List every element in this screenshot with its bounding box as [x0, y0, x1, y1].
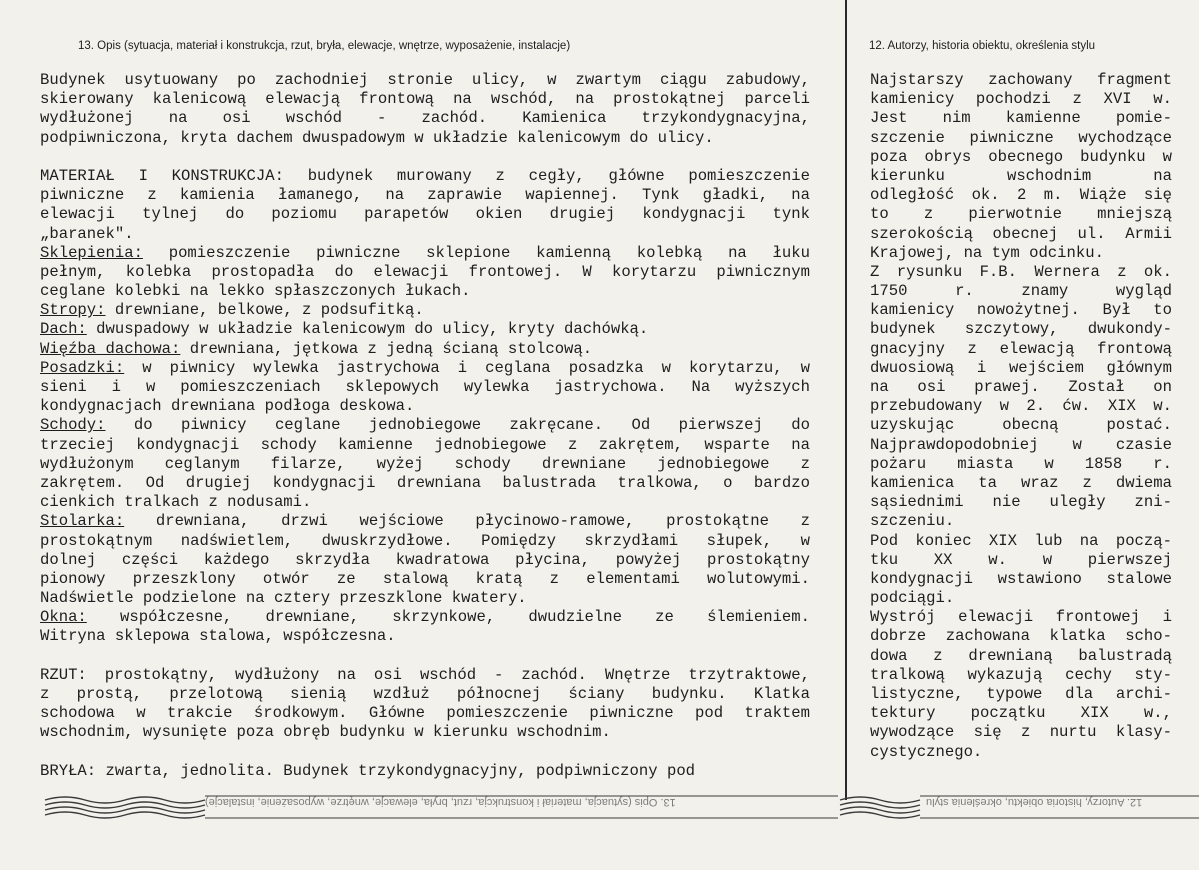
- text-line: kamienicy pochodzi z XVI w.: [870, 90, 1172, 109]
- text-line: Krajowej, na tym odcinku.: [870, 243, 1104, 262]
- text-line: listyczne, typowe dla archi-: [870, 685, 1172, 703]
- text-line: Schody: do piwnicy ceglane jednobiegowe zakręcane. Od pierwszej do: [40, 416, 810, 435]
- posadzki-label: Posadzki:: [40, 358, 125, 377]
- text-line: trzeciej kondygnacji schody kamienne jednobiegowe z zakrętem, wsparte na: [40, 435, 810, 454]
- bleed-through-header-13: 13. Opis (sytuacja, materiał i konstrukcja, rzut, bryła, elewacje, wnętrze, wyposażenie, instalacje): [205, 796, 676, 808]
- text-line: na osi prawej. Został on: [870, 378, 1172, 396]
- text-line: kierunku wschodnim na: [870, 166, 1172, 185]
- text-line: elewacji tylnej do poziomu parapetów okien drugiej kondygnacji tynk: [40, 205, 810, 224]
- text-line: „baranek".: [40, 224, 134, 243]
- text-line: Posadzki: w piwnicy wylewka jastrychowa i ceglana posadzka w korytarzu, w: [40, 358, 810, 377]
- text-line: prostokątnym nadświetlem, dwuskrzydłowe. Pomiędzy skrzydłami słupek, w: [40, 531, 810, 550]
- text-line: sieni i w pomieszczeniach sklepowych wylewka jastrychowa. Na wyższych: [40, 378, 810, 396]
- text-line: kamienica ta wraz z dwiema: [870, 473, 1172, 492]
- text-line: szerokością obecnej ul. Armii: [870, 224, 1172, 243]
- description-column: [40, 71, 810, 781]
- text-line: Witryna sklepowa stalowa, współczesna.: [40, 627, 396, 646]
- text-line: cystycznego.: [870, 742, 983, 761]
- text-line: BRYŁA: zwarta, jednolita. Budynek trzykondygnacyjny, podpiwniczony pod: [40, 761, 696, 780]
- okna-label: Okna:: [40, 608, 87, 627]
- text-line: cienkich tralkach z nodusami.: [40, 493, 312, 512]
- stropy-label: Stropy:: [40, 301, 106, 320]
- text-line: Więźba dachowa: drewniana, jętkowa z jedną ścianą stolcową.: [40, 339, 593, 358]
- text-line: dobrze zachowana klatka scho-: [870, 627, 1172, 646]
- stolarka-label: Stolarka:: [40, 512, 125, 531]
- text-line: zakrętem. Od drugiej kondygnacji drewniana balustrada tralkowa, o bardzo: [40, 473, 810, 492]
- dach-label: Dach:: [40, 320, 87, 339]
- text-line: budynek szczytowy, dwukondy-: [870, 320, 1172, 339]
- text-line: Stropy: drewniane, belkowe, z podsufitką.: [40, 301, 424, 320]
- text-line: schodowa w trakcie środkowym. Główne pomieszczenie piwniczne pod traktem: [40, 704, 810, 723]
- text-line: szczenie piwniczne wychodzące: [870, 128, 1172, 147]
- text-line: skierowany kalenicową elewacją frontową na wschód, na prostokątnej parceli: [40, 90, 810, 109]
- text-line: tralkową wykazują cechy sty-: [870, 665, 1172, 684]
- text-line: Najprawdopodobniej w czasie: [870, 435, 1172, 454]
- text-line: MATERIAŁ I KONSTRUKCJA: budynek murowany z cegły, główne pomieszczenie: [40, 166, 810, 185]
- text-line: uzyskując obecną postać.: [870, 416, 1172, 435]
- history-column: [870, 71, 1172, 762]
- text-line: pożaru miasta w 1858 r.: [870, 454, 1172, 473]
- column-divider: [845, 0, 847, 800]
- text-line: podpiwniczona, kryta dachem dwuspadowym w układzie kalenicowym do ulicy.: [40, 128, 714, 147]
- text-line: sąsiednimi nie uległy zni-: [870, 493, 1172, 512]
- text-line: wydłużonej na osi wschód - zachód. Kamienica trzykondygnacyjna,: [40, 109, 810, 128]
- text-line: wywodzące się z nurtu klasy-: [870, 723, 1172, 742]
- text-line: szczeniu.: [870, 512, 955, 531]
- text-line: odległość ok. 2 m. Wiąże się: [870, 186, 1172, 205]
- text-line: dwuosiową i wejściem głównym: [870, 358, 1172, 377]
- text-line: Najstarszy zachowany fragment: [870, 71, 1172, 89]
- text-line: wschodnim, wysunięte poza obręb budynku w kierunku wschodnim.: [40, 723, 611, 742]
- text-line: Jest nim kamienne pomie-: [870, 109, 1172, 128]
- text-line: Budynek usytuowany po zachodniej stronie ulicy, w zwartym ciągu zabudowy,: [40, 71, 810, 89]
- sklepienia-label: Sklepienia:: [40, 243, 143, 262]
- section-12-header: 12. Autorzy, historia obiektu, określenia stylu: [869, 40, 1096, 52]
- text-line: piwniczne z kamienia łamanego, na zaprawie wapiennej. Tynk gładki, na: [40, 186, 810, 205]
- text-line: Dach: dwuspadowy w układzie kalenicowym do ulicy, kryty dachówką.: [40, 320, 649, 339]
- wiezba-label: Więźba dachowa:: [40, 339, 181, 358]
- text-line: to z pierwotnie mniejszą: [870, 205, 1172, 224]
- text-line: Stolarka: drewniana, drzwi wejściowe płycinowo-ramowe, prostokątne z: [40, 512, 810, 531]
- text-line: Wystrój elewacji frontowej i: [870, 608, 1172, 627]
- schody-label: Schody:: [40, 416, 106, 435]
- text-line: poza obrys obecnego budynku w: [870, 147, 1172, 166]
- text-line: dowa z drewnianą balustradą: [870, 646, 1172, 665]
- text-line: z prostą, przelotową sienią wzdłuż północnej ściany budynku. Klatka: [40, 685, 810, 703]
- text-line: gnacyjny z elewacją frontową: [870, 339, 1172, 358]
- text-line: Z rysunku F.B. Wernera z ok.: [870, 262, 1172, 281]
- text-line: wydłużonym ceglanym filarze, wyżej schody drewniane jednobiegowe z: [40, 454, 810, 473]
- text-line: tku XX w. w pierwszej: [870, 550, 1172, 569]
- text-line: RZUT: prostokątny, wydłużony na osi wschód - zachód. Wnętrze trzytraktowe,: [40, 665, 810, 684]
- text-line: Sklepienia: pomieszczenie piwniczne sklepione kamienną kolebką na łuku: [40, 243, 810, 262]
- text-line: Nadświetle podzielone na cztery przeszklone kwatery.: [40, 589, 527, 608]
- text-line: kondygnacji wstawiono stalowe: [870, 569, 1172, 588]
- text-line: pionowy przeszklony otwór ze stalową kratą z elementami wolutowymi.: [40, 569, 810, 588]
- bleed-through-header-12: 12. Autorzy, historia obiektu, określenia stylu: [926, 796, 1143, 808]
- text-line: pełnym, kolebka prostopadła do elewacji frontowej. W korytarzu piwnicznym: [40, 262, 810, 281]
- text-line: przebudowany w 2. ćw. XIX w.: [870, 397, 1172, 416]
- text-line: Okna: współczesne, drewniane, skrzynkowe, dwudzielne ze ślemieniem.: [40, 608, 811, 627]
- text-line: kamienicy nowożytnej. Był to: [870, 301, 1172, 320]
- text-line: kondygnacjach drewniana podłoga deskowa.: [40, 397, 415, 416]
- text-line: 1750 r. znamy wygląd: [870, 282, 1172, 301]
- section-13-header: 13. Opis (sytuacja, materiał i konstrukcja, rzut, bryła, elewacje, wnętrze, wyposażenie, instalacje): [78, 40, 571, 52]
- text-line: Pod koniec XIX lub na począ-: [870, 531, 1172, 550]
- text-line: ceglane kolebki na lekko spłaszczonych łukach.: [40, 282, 471, 301]
- text-line: dolnej części każdego skrzydła kwadratowa płycina, powyżej prostokątny: [40, 550, 810, 569]
- text-line: tektury początku XIX w.,: [870, 704, 1172, 723]
- text-line: podciągi.: [870, 589, 955, 608]
